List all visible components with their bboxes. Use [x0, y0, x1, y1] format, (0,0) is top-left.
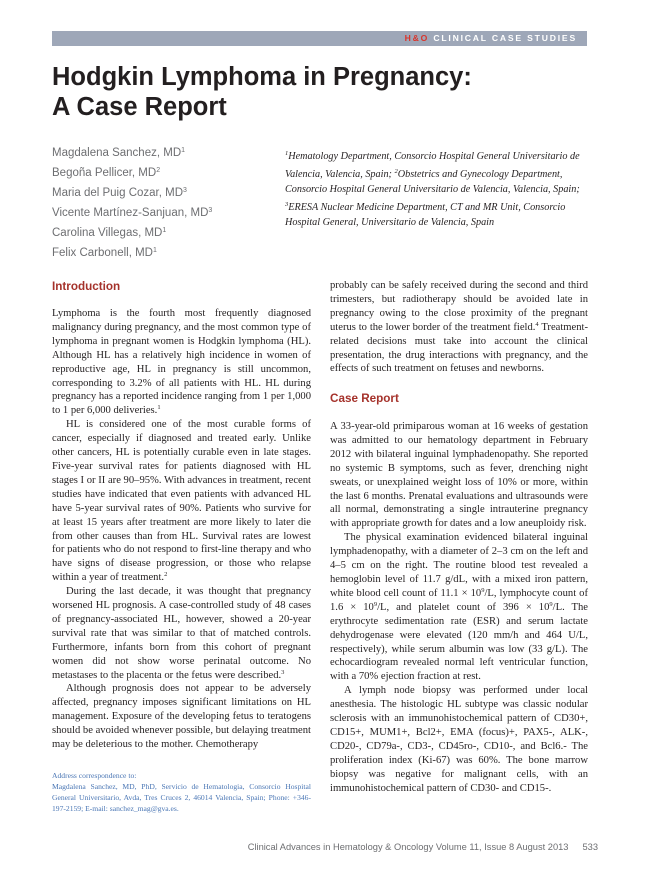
journal-brand: H&O — [404, 33, 430, 43]
author-name: Carolina Villegas, MD — [52, 227, 163, 239]
exponent: 9 — [373, 600, 378, 608]
body-paragraph — [52, 682, 311, 752]
correspondence-note — [52, 770, 311, 814]
paragraph-text: Treatment-related decisions must take into account the clinical presentation, the drug interactions with pregnancy, and the effects of such treatment on fetuses and newborns. — [330, 321, 589, 375]
author-name: Felix Carbonell, MD — [52, 247, 153, 259]
author — [52, 202, 282, 222]
affiliation-marker: 2 — [394, 168, 398, 175]
author-name: Magdalena Sanchez, MD — [52, 147, 182, 159]
author — [52, 142, 282, 162]
introduction-heading: Introduction — [52, 280, 121, 293]
title-line-1: Hodgkin Lymphoma in Pregnancy: — [52, 63, 472, 91]
article-title — [52, 62, 592, 122]
left-column-body — [52, 307, 311, 752]
paragraph-text: /L, lymphocyte count of 1.6 × 10 — [330, 587, 588, 613]
affiliation-marker: 1 — [181, 147, 186, 154]
author-name: Begoña Pellicer, MD — [52, 167, 157, 179]
body-paragraph — [330, 279, 588, 376]
author — [52, 242, 282, 262]
author-name: Maria del Puig Cozar, MD — [52, 187, 184, 199]
correspondence-label: Address correspondence to: — [52, 771, 137, 780]
body-paragraph — [52, 585, 311, 682]
body-paragraph — [52, 307, 311, 418]
exponent: 9 — [481, 586, 485, 594]
affiliation-marker: 3 — [183, 187, 187, 194]
affiliation-marker: 1 — [152, 247, 157, 254]
reference-marker: 3 — [281, 668, 285, 676]
section-label: CLINICAL CASE STUDIES — [433, 33, 577, 43]
right-column-case-report — [330, 420, 588, 795]
paragraph-text: During the last decade, it was thought that pregnancy worsened HL prognosis. A case-controlled study of 48 cases of pregnancy-associated HL, however, showed a 20-year survival rate that was similar to that of matched controls. Furthermore, infants born from this cohort of pregnant women did not show worse perinatal outcome. No metastases to the placenta or the fetus were described. — [52, 586, 311, 681]
affiliation-text: Obstetrics and Gynecology Department, Consorcio Hospital General Universitario de Valencia, Valencia, Spain; — [285, 169, 580, 195]
page-number: 533 — [582, 842, 598, 852]
reference-marker: 2 — [164, 571, 168, 579]
paragraph-text: Although prognosis does not appear to be adversely affected, pregnancy imposes significant limitations on HL management. Exposure of the developing fetus to teratogens should be avoided whenever possible, but delaying treatment may be deleterious to the mother. Chemotherapy — [52, 683, 311, 751]
right-column-intro-continuation — [330, 279, 588, 376]
case-report-heading: Case Report — [330, 392, 399, 405]
correspondence-text: Magdalena Sanchez, MD, PhD, Servicio de Hematologia, Consorcio Hospital General Universitario, Avda, Tres Cruces 2, 46014 Valencia, Spain; Phone: +346-197-2159; E-mail: sanchez_mag@gva.es. — [52, 782, 311, 814]
paragraph-text: probably can be safely received during the second and third trimesters, but radiotherapy should be avoided late in pregnancy owing to the close proximity of the pregnant uterus to the lower border of the treatment field. — [330, 280, 588, 333]
paragraph-text: Lymphoma is the fourth most frequently diagnosed malignancy during pregnancy, and the most common type of lymphoma in pregnant women is Hodgkin lymphoma (HL). Although HL has a relatively high incidence in women of reproductive age, HL in pregnancy is still uncommon, corresponding to 3.2% of all patients with HL. HL during pregnancy has a reported incidence ranging from 1 per 1,000 to 1 per 6,000 deliveries. — [52, 308, 311, 417]
affiliation-marker: 3 — [285, 201, 289, 208]
author — [52, 222, 282, 242]
affiliations — [285, 146, 595, 230]
paragraph-text: /L. The erythrocyte sedimentation rate (ESR) and serum lactate dehydrogenase were elevated (120 mm/h and 464 U/L, respectively), while serum albumin was low (33 g/L). The echocardiogram revealed normal left ventricular function, with a 70% ejection fraction at rest. — [330, 601, 588, 683]
page-footer — [200, 842, 598, 852]
author — [52, 182, 282, 202]
body-paragraph — [52, 418, 311, 585]
journal-citation: Clinical Advances in Hematology & Oncology Volume 11, Issue 8 August 2013 — [247, 842, 569, 852]
body-paragraph: A lymph node biopsy was performed under local anesthesia. The histologic HL subtype was classic nodular sclerosis with an immunohistochemical pattern of CD30+, CD15+, MUM1+, Bcl2+, EMA (focus)+, PAX5-, ALK-, CD20-, CD79a-, CD3-, CD45ro-, CD10-, and Bcl6.- The proliferation index (Ki-67) was 60%. The bone marrow biopsy was negative for malignant cells, with an immunohistochemical pattern of CD30- and CD15-. — [330, 685, 588, 794]
affiliation-marker: 1 — [285, 150, 289, 157]
paragraph-text: HL is considered one of the most curable forms of cancer, especially if diagnosed and treated early. Unlike other cancers, HL is potentially curable even in late stages. Five-year survival rates for patients diagnosed with HL stages I or II are 90–95%. With advances in treatment, recent studies have indicated that even patients with advanced HL have 5-year survival rates of 90%. Patients who survive for at least 15 years after treatment are more likely to later die from other causes than from HL. Survival rates are lowest for patients who do not respond to first-line therapy and who have signs of disease progression, or those who relapse within a year of treatment. — [52, 419, 311, 584]
section-header-bar — [52, 31, 587, 46]
affiliation-marker: 2 — [156, 167, 161, 174]
reference-marker: 4 — [535, 320, 539, 328]
paragraph-text: /L, and platelet count of 396 × 10 — [377, 601, 550, 613]
affiliation-marker: 1 — [162, 227, 167, 234]
author-name: Vicente Martínez-Sanjuan, MD — [52, 207, 209, 219]
author — [52, 162, 282, 182]
title-line-2: A Case Report — [52, 93, 227, 121]
exponent: 9 — [549, 600, 553, 608]
affiliation-text: Hematology Department, Consorcio Hospital General Universitario de Valencia, Valencia, Spain; — [285, 151, 580, 180]
body-paragraph: A 33-year-old primiparous woman at 16 weeks of gestation was admitted to our hematology department in February 2012 with bilateral inguinal lymphadenopathy. She reported no systemic B symptoms, such as fever, drenching night sweats, or unexplained weight loss of 10% or more, within the last 6 months. Prenatal evaluations and ultrasounds were all normal, demonstrating a single intrauterine pregnancy with appropriate growth for dates and a low aneuploidy risk. — [330, 421, 588, 530]
reference-marker: 1 — [157, 404, 161, 412]
affiliation-text: ERESA Nuclear Medicine Department, CT and MR Unit, Consorcio Hospital General, Universitario de Valencia, Spain — [285, 202, 566, 228]
body-paragraph — [330, 531, 588, 684]
author-list — [52, 142, 282, 262]
affiliation-marker: 3 — [208, 207, 213, 214]
paragraph-text: The physical examination evidenced bilateral inguinal lymphadenopathy, with a diameter of 2–3 cm on the left and 4–5 cm on the right. The routine blood test revealed a hemoglobin level of 11.7 g/dL, with a mixed iron pattern, white blood cell count of 11.1 × 10 — [330, 532, 588, 599]
